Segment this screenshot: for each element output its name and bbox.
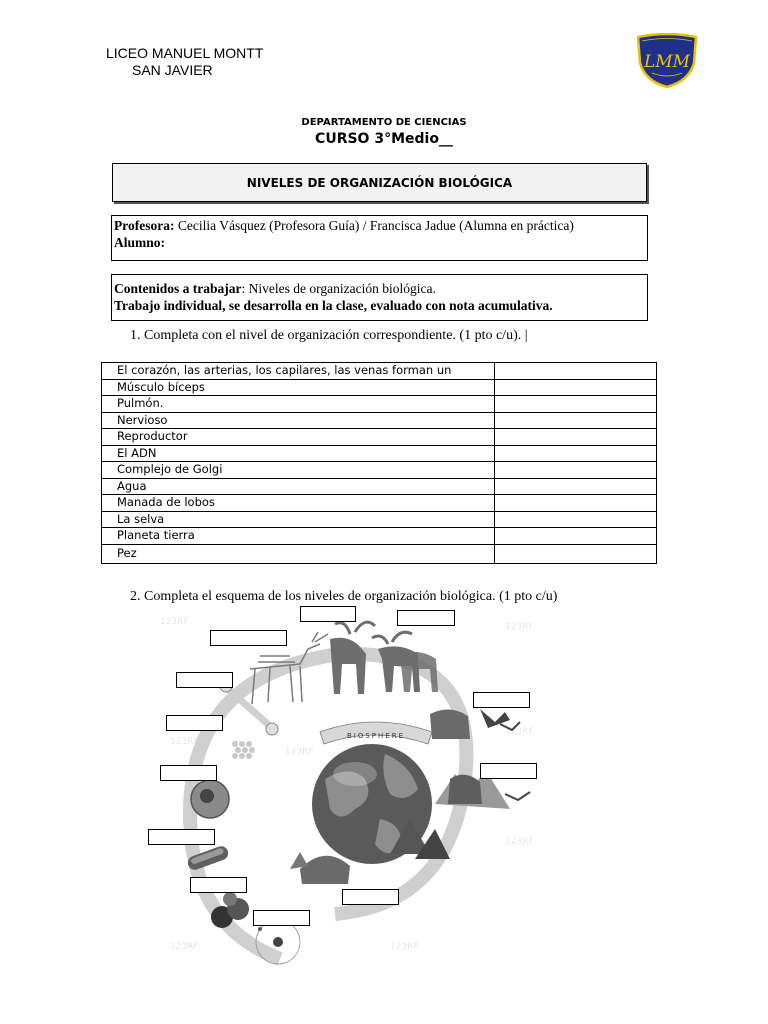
answer-cell[interactable] [495, 396, 657, 413]
biosphere-label: BIOSPHERE [346, 732, 406, 740]
department-title: DEPARTAMENTO DE CIENCIAS [301, 117, 467, 128]
table-row [102, 462, 657, 479]
answer-cell[interactable] [495, 429, 657, 446]
level-label-box[interactable] [480, 763, 537, 779]
row-prompt: Nervioso [102, 412, 495, 429]
row-prompt: Músculo bíceps [102, 379, 495, 396]
answer-cell[interactable] [495, 495, 657, 512]
watermark: 123RF [160, 617, 189, 627]
course-title: CURSO 3°Medio__ [315, 131, 453, 147]
contents-value: : Niveles de organización biológica. [241, 281, 436, 296]
watermark: 123RF [505, 837, 534, 847]
worksheet-title: NIVELES DE ORGANIZACIÓN BIOLÓGICA [112, 163, 647, 202]
row-prompt: El corazón, las arterias, los capilares, las venas forman un [102, 363, 495, 380]
tissue-icon [232, 741, 255, 759]
row-prompt: Manada de lobos [102, 495, 495, 512]
row-prompt: El ADN [102, 445, 495, 462]
answer-cell[interactable] [495, 462, 657, 479]
level-label-box[interactable] [190, 877, 247, 893]
row-prompt: Agua [102, 478, 495, 495]
answer-cell[interactable] [495, 544, 657, 563]
watermark: 123RF [170, 942, 199, 952]
organization-levels-diagram [150, 604, 550, 970]
contents-label: Contenidos a trabajar [114, 281, 242, 296]
level-label-box[interactable] [253, 910, 310, 926]
crest-text: LMM [643, 52, 691, 72]
row-prompt: Pulmón. [102, 396, 495, 413]
watermark: 123RF [505, 622, 534, 632]
contents-note: Trabajo individual, se desarrolla en la clase, evaluado con nota acumulativa. [114, 298, 553, 313]
table-row [102, 478, 657, 495]
table-row [102, 363, 657, 380]
molecule-icon [211, 892, 249, 928]
answer-cell[interactable] [495, 528, 657, 545]
table-row [102, 379, 657, 396]
watermark: 123RF [285, 747, 314, 757]
row-prompt: Planeta tierra [102, 528, 495, 545]
table-row [102, 396, 657, 413]
table-row [102, 429, 657, 446]
level-label-box[interactable] [166, 715, 223, 731]
info-box [111, 215, 648, 261]
cell-icon [191, 780, 229, 818]
row-prompt: Reproductor [102, 429, 495, 446]
levels-table [101, 362, 657, 564]
row-prompt: Complejo de Golgi [102, 462, 495, 479]
table-row [102, 445, 657, 462]
contents-box [111, 274, 648, 321]
answer-cell[interactable] [495, 478, 657, 495]
level-label-box[interactable] [160, 765, 217, 781]
biosphere-banner [320, 722, 432, 744]
answer-cell[interactable] [495, 379, 657, 396]
level-label-box[interactable] [176, 672, 233, 688]
watermark: 123RF [170, 737, 199, 747]
school-name-line1: LICEO MANUEL MONTT [106, 45, 264, 61]
teacher-label: Profesora: [114, 218, 175, 233]
row-prompt: Pez [102, 544, 495, 563]
answer-cell[interactable] [495, 363, 657, 380]
school-name [106, 45, 263, 79]
diagram-illustration [150, 604, 550, 970]
teacher-value: Cecilia Vásquez (Profesora Guía) / Francisca Jadue (Alumna en práctica) [174, 218, 574, 233]
level-label-box[interactable] [342, 889, 399, 905]
student-label: Alumno: [114, 235, 166, 250]
table-row [102, 544, 657, 563]
table-row [102, 412, 657, 429]
table-row [102, 495, 657, 512]
level-label-box[interactable] [148, 829, 215, 845]
school-crest-logo [634, 33, 700, 89]
table-row [102, 511, 657, 528]
level-label-box[interactable] [473, 692, 530, 708]
question-2: 2. Completa el esquema de los niveles de organización biológica. (1 pto c/u) [130, 589, 558, 604]
watermark: 123RF [390, 942, 419, 952]
answer-cell[interactable] [495, 445, 657, 462]
table-row [102, 528, 657, 545]
answer-cell[interactable] [495, 412, 657, 429]
question-1: 1. Completa con el nivel de organización correspondiente. (1 pto c/u). | [130, 328, 528, 343]
level-label-box[interactable] [397, 610, 455, 626]
watermark: 123RF [505, 727, 534, 737]
school-name-line2: SAN JAVIER [132, 62, 213, 78]
answer-cell[interactable] [495, 511, 657, 528]
level-label-box[interactable] [210, 630, 287, 646]
level-label-box[interactable] [300, 606, 356, 622]
row-prompt: La selva [102, 511, 495, 528]
